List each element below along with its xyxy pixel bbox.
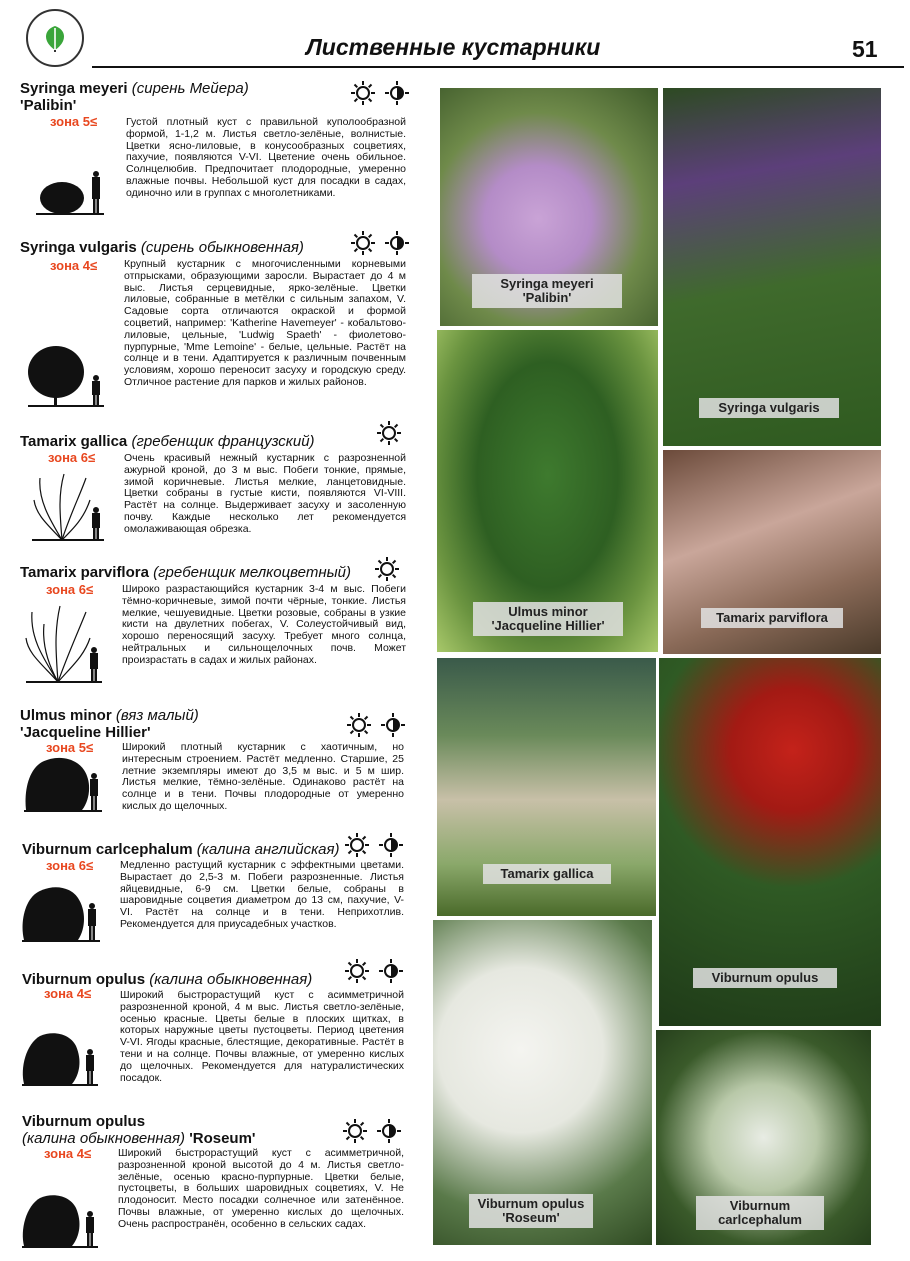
light-requirements: [344, 832, 404, 858]
partial-shade-icon: [380, 712, 406, 738]
plant-description: Широко разрастающийся кустарник 3-4 м выс. Побеги тёмно-коричневые, зимой почти чёрные, тонкие. Листья мелкие, чешуевидные. Цветки розовые, собраны в узкие кисти на двулетних побегах, V. Солеустойчивый вид, хорошо переносящий засуху. Требует много солнца, нейтральных и сильнощелочных почв. Может произрастать в садах и жилых районах.: [122, 583, 406, 666]
latin-name: Viburnum opulus: [22, 971, 146, 988]
hardiness-zone: зона 6≤: [46, 582, 94, 597]
caption-line: Viburnum opulus: [477, 1196, 585, 1211]
light-requirements: [350, 230, 410, 256]
shrub-silhouette-icon: [30, 470, 106, 542]
light-requirements: [344, 958, 404, 984]
plant-description: Густой плотный куст с правильной куполообразной формой, 1-1,2 м. Листья светло-зелёные, волнистые. Цветки ясно-лиловые, в конусообразных соцветиях, пахучие, появляются V-VI. Цветение очень обильное. Солнцелюбив. Предпочитает плодородные, умеренно влажные почвы. Небольшой куст для посадки в садах, одиночно или в группах с многолетниками.: [126, 116, 406, 199]
photo-ulmus-minor: [437, 330, 658, 652]
caption-line: 'Jacqueline Hillier': [491, 618, 605, 633]
caption-line: Ulmus minor: [508, 604, 588, 619]
hardiness-zone: зона 6≤: [48, 450, 96, 465]
photo-caption: Syringa vulgaris: [699, 398, 839, 418]
full-sun-icon: [350, 80, 376, 106]
full-sun-icon: [344, 958, 370, 984]
photo-caption: [473, 602, 623, 636]
entry-title: [20, 564, 430, 581]
shrub-silhouette-icon: [20, 1186, 100, 1250]
hardiness-zone: зона 4≤: [44, 1146, 92, 1161]
cultivar-name: 'Jacqueline Hillier': [20, 724, 151, 741]
common-name: (калина обыкновенная): [149, 971, 313, 988]
photo-caption: [469, 1194, 593, 1228]
photo-syringa-meyeri: [440, 88, 658, 326]
latin-name: Viburnum carlcephalum: [22, 841, 193, 858]
common-name: (калина обыкновенная): [22, 1130, 186, 1147]
plant-description: Широкий быстрорастущий куст с асимметричной, разрозненной кроной высотой до 4 м. Листья светло-зелёные, осенью красно-пурпурные. Цветки белые, пустоцветы, в больших шаровидных соцветиях, V. Не плодоносит. Место посадки солнечное или затенённое. Почвы влажные, от умеренно кислых до щелочных. Очень распространён, особенно в сельских садах.: [118, 1147, 404, 1230]
page-number: 51: [852, 36, 878, 62]
full-sun-icon: [376, 420, 402, 446]
full-sun-icon: [374, 556, 400, 582]
latin-name: Viburnum opulus: [22, 1113, 146, 1130]
common-name: (калина английская): [196, 841, 340, 858]
full-sun-icon: [350, 230, 376, 256]
shrub-silhouette-icon: [20, 1024, 100, 1088]
shrub-silhouette-icon: [22, 752, 104, 814]
photo-tamarix-parviflora: [663, 450, 881, 654]
common-name: (сирень Мейера): [131, 80, 249, 97]
partial-shade-icon: [384, 230, 410, 256]
plant-description: Медленно растущий кустарник с эффектными цветами. Вырастает до 2,5-3 м. Побеги разрозненные. Листья яйцевидные, 6-9 см. Цветки белые, собраны в шаровидные соцветия диаметром до 13 см, пахучие, V-VI. Растёт на солнце и в тени. Неприхотлив. Рекомендуется для приусадебных участков.: [120, 859, 404, 930]
shrub-silhouette-icon: [20, 880, 102, 944]
latin-name: Syringa meyeri: [20, 80, 128, 97]
photo-viburnum-carlcephalum: [656, 1030, 871, 1245]
light-requirements: [374, 556, 400, 582]
latin-name: Tamarix parviflora: [20, 564, 149, 581]
latin-name: Syringa vulgaris: [20, 239, 137, 256]
common-name: (сирень обыкновенная): [140, 239, 304, 256]
plant-description: Широкий быстрорастущий куст с асимметричной разрозненной кроной, 4 м выс. Листья светло-зелёные, осенью красные. Цветы белые в плоских щитках, в которых наружные цветы пустоцветы. Период цветения V-VI. Ягоды красные, блестящие, декоративные. Растёт в тени и на солнце. Почвы влажные, от умеренно кислых до щелочных. Рекомендуется для натуралистических посадок.: [120, 989, 404, 1084]
partial-shade-icon: [384, 80, 410, 106]
plant-description: Широкий плотный кустарник с хаотичным, но интересным строением. Растёт медленно. Старшие, 25 летние экземпляры имеют до 3,5 м выс. и 5 м шир. Листья мелкие, тёмно-зелёные. Одинаково растёт на солнце и в тени. Почвы плодородные от умеренно кислых до щелочных.: [122, 741, 404, 812]
caption-line: 'Roseum': [502, 1210, 560, 1225]
photo-tamarix-gallica: [437, 658, 656, 916]
photo-viburnum-opulus: [659, 658, 881, 1026]
photo-caption: Viburnum opulus: [693, 968, 837, 988]
photo-viburnum-opulus-roseum: [433, 920, 652, 1245]
hardiness-zone: зона 4≤: [44, 986, 92, 1001]
photo-caption: [472, 274, 622, 308]
partial-shade-icon: [378, 958, 404, 984]
shrub-silhouette-icon: [26, 338, 106, 408]
full-sun-icon: [344, 832, 370, 858]
caption-line: carlcephalum: [718, 1212, 802, 1227]
caption-line: Viburnum: [729, 1198, 791, 1213]
hardiness-zone: зона 5≤: [46, 740, 94, 755]
light-requirements: [350, 80, 410, 106]
photo-caption: [696, 1196, 824, 1230]
page-title: Лиственные кустарники: [306, 34, 601, 60]
common-name: (вяз малый): [115, 707, 199, 724]
latin-name: Ulmus minor: [20, 707, 112, 724]
shrub-silhouette-icon: [24, 604, 104, 684]
hardiness-zone: зона 5≤: [50, 114, 98, 129]
hardiness-zone: зона 4≤: [50, 258, 98, 273]
cultivar-name: 'Roseum': [189, 1130, 256, 1147]
full-sun-icon: [342, 1118, 368, 1144]
caption-line: 'Palibin': [522, 290, 572, 305]
partial-shade-icon: [378, 832, 404, 858]
light-requirements: [346, 712, 406, 738]
caption-line: Syringa meyeri: [500, 276, 594, 291]
latin-name: Tamarix gallica: [20, 433, 128, 450]
shrub-silhouette-icon: [34, 162, 106, 216]
cultivar-name: 'Palibin': [20, 97, 77, 114]
common-name: (гребенщик французский): [131, 433, 315, 450]
hardiness-zone: зона 6≤: [46, 858, 94, 873]
entry-title: [20, 433, 430, 450]
photo-caption: Tamarix parviflora: [701, 608, 843, 628]
full-sun-icon: [346, 712, 372, 738]
plant-description: Крупный кустарник с многочисленными корневыми отпрысками, образующими заросли. Вырастает до 4 м выс. Листья серцевидные, ярко-зелёные. Цветки лиловые, собранные в метёлки с сильным запахом, V. Садовые сорта отличаются окраской и формой соцветий, например: 'Katherine Havemeyer' - кобальтово-лиловые, цельные, 'Ludwig Spaeth' - фиолетово-пурпурные, 'Mme Lemoine' - белые, цельные. Растёт на солнце и в тени. Адаптируется к различным почвенным условиям, хорошо переносит засуху и городскую среду. Отличное растение для парков и жилых районов.: [124, 258, 406, 388]
light-requirements: [342, 1118, 402, 1144]
light-requirements: [376, 420, 402, 446]
photo-syringa-vulgaris: [663, 88, 881, 446]
photo-caption: Tamarix gallica: [483, 864, 611, 884]
plant-description: Очень красивый нежный кустарник с разрозненной ажурной кроной, до 3 м выс. Побеги тонкие, прямые, зимой коричневые. Листья мелкие, ланцетовидные. Цветки собраны в густые кисти, появляются VI-VIII. Растёт на солнце. Выдерживает засуху и засоленную почву. Каждые несколько лет рекомендуется омолаживающая обрезка.: [124, 452, 406, 535]
common-name: (гребенщик мелкоцветный): [153, 564, 351, 581]
leaf-logo-icon: [26, 9, 84, 67]
header-divider: [92, 66, 904, 68]
partial-shade-icon: [376, 1118, 402, 1144]
